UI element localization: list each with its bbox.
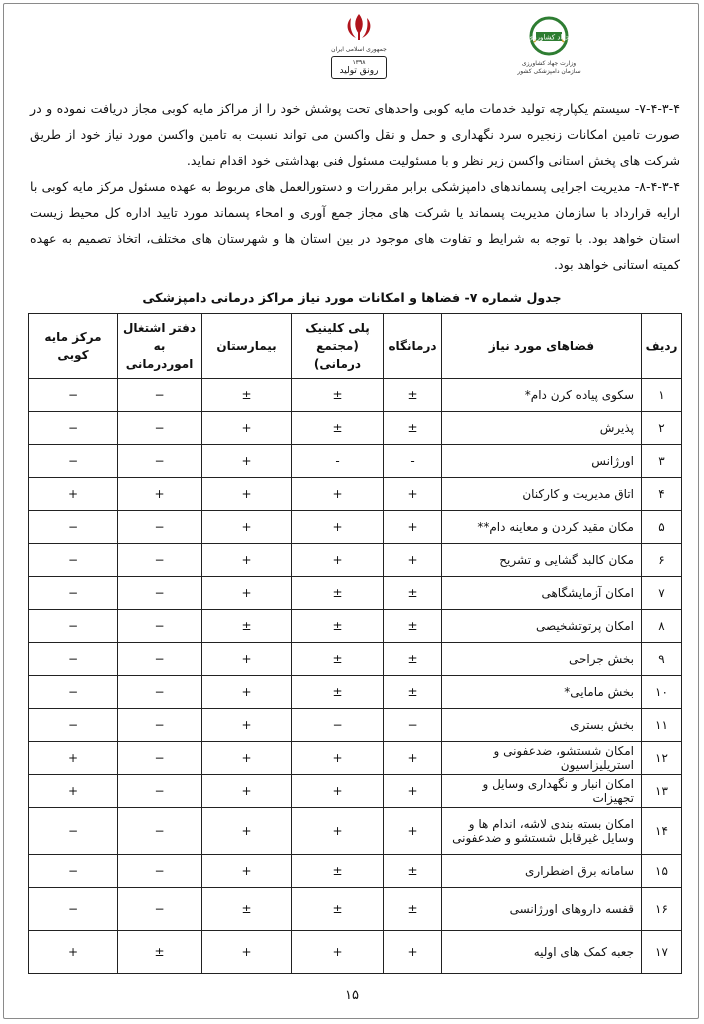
header-vaccination: مرکز مایه کوبی [29, 314, 118, 379]
cell-vaccination: − [29, 445, 118, 478]
header-office-line1: دفتر اشتغال [122, 321, 197, 335]
cell-space: پذیرش [442, 412, 642, 445]
cell-polyclinic: + [292, 478, 384, 511]
stamp-text: رونق تولید [339, 66, 379, 76]
cell-vaccination: − [29, 577, 118, 610]
cell-clinic: ± [384, 577, 442, 610]
table-row [29, 709, 682, 742]
cell-vaccination: − [29, 544, 118, 577]
cell-vaccination: − [29, 379, 118, 412]
cell-polyclinic: + [292, 931, 384, 974]
table-row [29, 676, 682, 709]
cell-hospital: + [202, 709, 292, 742]
cell-polyclinic: ± [292, 643, 384, 676]
cell-space: امکان پرتوتشخیصی [442, 610, 642, 643]
cell-hospital: ± [202, 610, 292, 643]
cell-polyclinic: ± [292, 676, 384, 709]
republic-logo [317, 12, 401, 79]
cell-office: − [118, 709, 202, 742]
table-row [29, 888, 682, 931]
cell-polyclinic: + [292, 511, 384, 544]
cell-row-no: ۸ [642, 610, 682, 643]
cell-vaccination: + [29, 478, 118, 511]
cell-polyclinic: ± [292, 577, 384, 610]
cell-space: بخش مامایی* [442, 676, 642, 709]
cell-row-no: ۱۴ [642, 808, 682, 855]
production-stamp [331, 56, 388, 79]
cell-office: − [118, 855, 202, 888]
header-polyclinic-line2: (مجتمع درمانی) [313, 339, 362, 371]
cell-row-no: ۱۵ [642, 855, 682, 888]
cell-clinic: + [384, 742, 442, 775]
cell-polyclinic: ± [292, 412, 384, 445]
cell-row-no: ۱۷ [642, 931, 682, 974]
table-caption: جدول شماره ۷- فضاها و امکانات مورد نیاز مراکز درمانی دامپزشکی [142, 290, 562, 305]
header-hospital: بیمارستان [202, 314, 292, 379]
page-header [0, 8, 704, 88]
cell-clinic: ± [384, 676, 442, 709]
cell-office: − [118, 888, 202, 931]
cell-clinic: + [384, 931, 442, 974]
ministry-caption-1: وزارت جهاد کشاورزی [521, 60, 577, 67]
cell-hospital: + [202, 643, 292, 676]
cell-office: ± [118, 931, 202, 974]
cell-space: سامانه برق اضطراری [442, 855, 642, 888]
republic-caption: جمهوری اسلامی ایران [331, 46, 387, 53]
cell-polyclinic: ± [292, 379, 384, 412]
header-polyclinic-line1: پلی کلینیک [305, 321, 370, 335]
cell-clinic: + [384, 544, 442, 577]
cell-clinic: ± [384, 610, 442, 643]
cell-polyclinic: + [292, 544, 384, 577]
cell-office: − [118, 808, 202, 855]
svg-text:جهاد کشاورزی: جهاد کشاورزی [527, 33, 571, 42]
cell-row-no: ۱۰ [642, 676, 682, 709]
paragraph-8: ۸-۴-۳-۴- مدیریت اجرایی پسماندهای دامپزشکی برابر مقررات و دستورالعمل های مربوط به عهده مسئول مرکز مایه کوبی با ارایه قرارداد با سازمان مدیریت پسماند یا شرکت های مجاز جمع آوری و امحاء پسماند مورد تایید اداره کل محیط زیست استان خواهد بود. با توجه به شرایط و تفاوت های موجود در بین استان ها و شهرستان های مختلف، اتخاذ تصمیم به عهده کمیته استانی خواهد بود. [30, 179, 680, 272]
body-text [30, 96, 680, 278]
table-row [29, 742, 682, 775]
cell-office: − [118, 511, 202, 544]
cell-row-no: ۴ [642, 478, 682, 511]
cell-polyclinic: + [292, 742, 384, 775]
cell-office: − [118, 742, 202, 775]
cell-space: امکان بسته بندی لاشه، اندام ها و وسایل غیرقابل شستشو و ضدعفونی [442, 808, 642, 855]
cell-vaccination: − [29, 610, 118, 643]
cell-hospital: + [202, 931, 292, 974]
cell-space: مکان کالبد گشایی و تشریح [442, 544, 642, 577]
cell-office: − [118, 379, 202, 412]
cell-vaccination: − [29, 643, 118, 676]
cell-clinic: + [384, 478, 442, 511]
table-row [29, 643, 682, 676]
cell-hospital: + [202, 855, 292, 888]
table-row [29, 610, 682, 643]
cell-hospital: + [202, 808, 292, 855]
cell-clinic: ± [384, 888, 442, 931]
cell-row-no: ۹ [642, 643, 682, 676]
header-office-line2: به اموردرمانی [125, 339, 194, 371]
ministry-emblem-icon [522, 16, 576, 56]
cell-clinic: ± [384, 379, 442, 412]
cell-space: مکان مقید کردن و معاینه دام** [442, 511, 642, 544]
table-row [29, 511, 682, 544]
cell-office: − [118, 643, 202, 676]
cell-space: امکان انبار و نگهداری وسایل و تجهیزات [442, 775, 642, 808]
cell-polyclinic: ± [292, 610, 384, 643]
cell-clinic: − [384, 709, 442, 742]
cell-vaccination: + [29, 742, 118, 775]
cell-space: امکان آزمایشگاهی [442, 577, 642, 610]
cell-hospital: + [202, 544, 292, 577]
cell-space: بخش جراحی [442, 643, 642, 676]
cell-hospital: + [202, 577, 292, 610]
header-space: فضاهای مورد نیاز [442, 314, 642, 379]
cell-office: − [118, 676, 202, 709]
cell-clinic: + [384, 775, 442, 808]
table-row [29, 544, 682, 577]
cell-office: − [118, 445, 202, 478]
cell-row-no: ۶ [642, 544, 682, 577]
cell-clinic: ± [384, 412, 442, 445]
cell-vaccination: + [29, 775, 118, 808]
cell-polyclinic: + [292, 775, 384, 808]
cell-row-no: ۱ [642, 379, 682, 412]
cell-polyclinic: - [292, 445, 384, 478]
cell-row-no: ۳ [642, 445, 682, 478]
cell-row-no: ۱۳ [642, 775, 682, 808]
table-header-row [29, 314, 682, 379]
table-row [29, 931, 682, 974]
header-clinic: درمانگاه [384, 314, 442, 379]
cell-space: امکان شستشو، ضدعفونی و استریلیزاسیون [442, 742, 642, 775]
cell-clinic: + [384, 511, 442, 544]
cell-polyclinic: + [292, 808, 384, 855]
stamp-year: ۱۳۹۸ [352, 59, 366, 66]
table-row [29, 445, 682, 478]
iran-emblem-icon [342, 12, 376, 42]
page-number: ۱۵ [345, 988, 359, 1003]
cell-office: + [118, 478, 202, 511]
cell-row-no: ۵ [642, 511, 682, 544]
cell-hospital: + [202, 511, 292, 544]
cell-clinic: ± [384, 855, 442, 888]
ministry-caption-2: سازمان دامپزشکی کشور [517, 68, 581, 75]
table-row [29, 379, 682, 412]
cell-polyclinic: ± [292, 855, 384, 888]
cell-hospital: + [202, 676, 292, 709]
cell-space: قفسه داروهای اورژانسی [442, 888, 642, 931]
cell-vaccination: − [29, 511, 118, 544]
cell-space: سکوی پیاده کرن دام* [442, 379, 642, 412]
header-office [118, 314, 202, 379]
table-row [29, 478, 682, 511]
table-row [29, 412, 682, 445]
cell-hospital: + [202, 445, 292, 478]
table-row [29, 775, 682, 808]
ministry-logo [514, 16, 584, 76]
cell-hospital: + [202, 742, 292, 775]
cell-office: − [118, 577, 202, 610]
facilities-table [28, 313, 682, 974]
cell-row-no: ۱۶ [642, 888, 682, 931]
cell-clinic: - [384, 445, 442, 478]
cell-hospital: ± [202, 379, 292, 412]
cell-vaccination: − [29, 412, 118, 445]
table-row [29, 808, 682, 855]
cell-row-no: ۱۲ [642, 742, 682, 775]
table-row [29, 577, 682, 610]
cell-polyclinic: ± [292, 888, 384, 931]
cell-polyclinic: − [292, 709, 384, 742]
cell-clinic: ± [384, 643, 442, 676]
table-row [29, 855, 682, 888]
paragraph-7: ۷-۴-۳-۴- سیستم یکپارچه تولید خدمات مایه کوبی واحدهای تحت پوشش خود را از مراکز مایه کوبی مجاز دریافت نموده و در صورت تامین امکانات زنجیره سرد نگهداری و حمل و نقل واکسن می تواند نسبت به تامین واکسن مورد نیاز خود از طریق شرکت های پخش استانی واکسن زیر نظر و با مسئولیت مسئول فنی بهداشتی خود اقدام نماید. [30, 101, 680, 168]
header-polyclinic [292, 314, 384, 379]
cell-row-no: ۱۱ [642, 709, 682, 742]
cell-space: بخش بستری [442, 709, 642, 742]
cell-hospital: + [202, 478, 292, 511]
cell-space: اتاق مدیریت و کارکنان [442, 478, 642, 511]
cell-hospital: + [202, 412, 292, 445]
cell-clinic: + [384, 808, 442, 855]
cell-vaccination: − [29, 676, 118, 709]
cell-office: − [118, 775, 202, 808]
cell-office: − [118, 610, 202, 643]
cell-vaccination: − [29, 888, 118, 931]
cell-vaccination: + [29, 931, 118, 974]
cell-hospital: ± [202, 888, 292, 931]
header-row-no: ردیف [642, 314, 682, 379]
cell-vaccination: − [29, 808, 118, 855]
cell-vaccination: − [29, 855, 118, 888]
cell-row-no: ۲ [642, 412, 682, 445]
cell-space: جعبه کمک های اولیه [442, 931, 642, 974]
cell-office: − [118, 544, 202, 577]
cell-row-no: ۷ [642, 577, 682, 610]
cell-space: اورژانس [442, 445, 642, 478]
cell-hospital: + [202, 775, 292, 808]
cell-office: − [118, 412, 202, 445]
cell-vaccination: − [29, 709, 118, 742]
